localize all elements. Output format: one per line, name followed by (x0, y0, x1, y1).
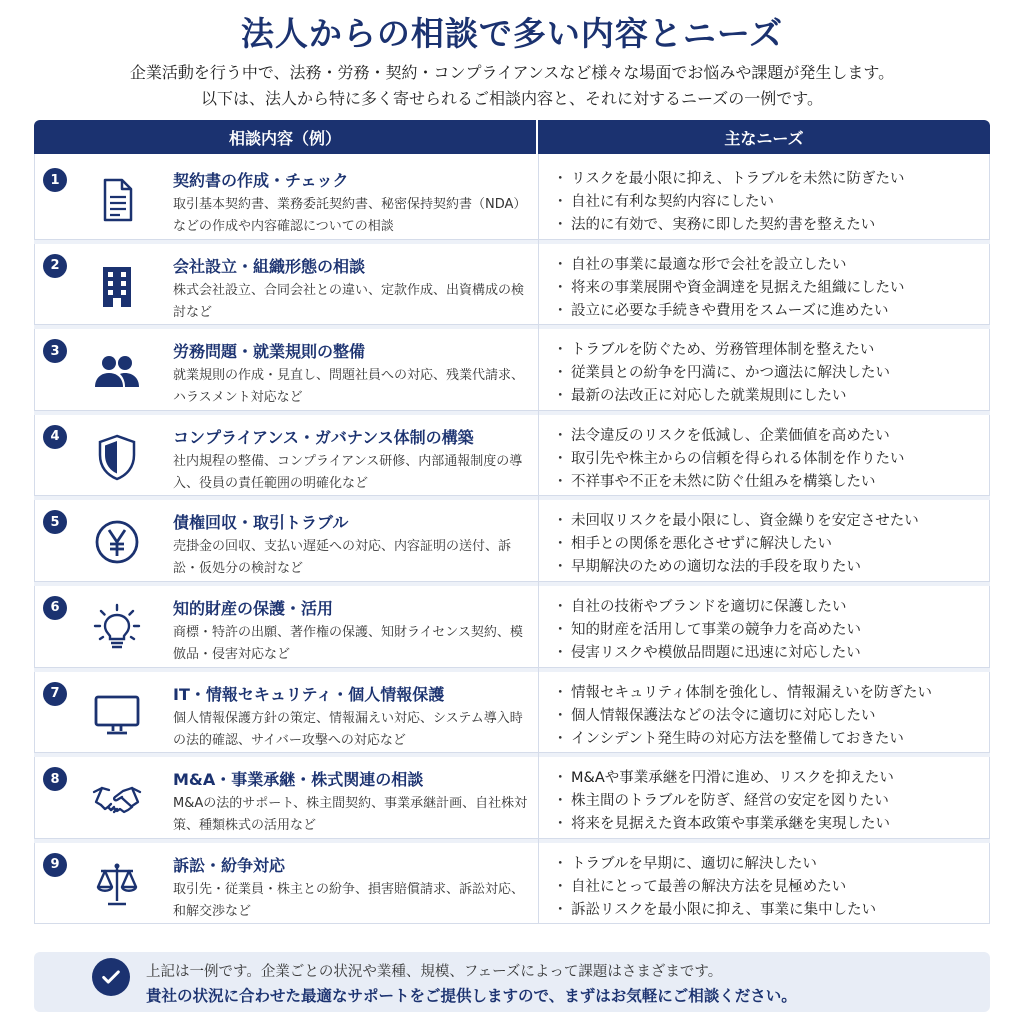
needs-cell (539, 753, 989, 838)
consultation-title: IT・情報セキュリティ・個人情報保護 (173, 684, 445, 704)
column-header-consultation: 相談内容（例） (34, 120, 538, 154)
consultation-description: 取引基本契約書、業務委託契約書、秘密保持契約書（NDA）などの作成や内容確認についての相談 (173, 197, 527, 234)
consultation-title: 知的財産の保護・活用 (173, 598, 334, 618)
consultation-cell (35, 839, 539, 924)
needs-cell (539, 411, 989, 496)
needs-cell (539, 496, 989, 581)
intro-text: 企業活動を行う中で、法務・労務・契約・コンプライアンスなど様々な場面でお悩みや課題が発生します。 (129, 63, 895, 82)
needs-list (557, 339, 989, 408)
consultation-description: 株式会社設立、合同会社との違い、定款作成、出資構成の検討など (173, 282, 525, 320)
need-item: ・ 株主間のトラブルを防ぎ、経営の安定を図りたい (557, 790, 989, 813)
consultation-cell (35, 240, 539, 325)
consultation-description: 商標・特許の出願、著作権の保護、知財ライセンス契約、模倣品・侵害対応など (173, 624, 523, 662)
need-item: ・ 未回収リスクを最小限にし、資金繰りを安定させたい (557, 510, 989, 533)
consultation-title: コンプライアンス・ガバナンス体制の構築 (173, 427, 474, 447)
handshake-icon (87, 771, 147, 827)
monitor-icon (87, 686, 147, 742)
need-item: ・ 自社の技術やブランドを適切に保護したい (557, 596, 989, 619)
consultation-title: 債権回収・取引トラブル (173, 513, 349, 533)
need-item: ・ トラブルを早期に、適切に解決したい (557, 853, 989, 876)
scales-icon (87, 857, 147, 913)
need-item: ・ 最新の法改正に対応した就業規則にしたい (557, 385, 989, 408)
row-number-badge: 2 (43, 254, 67, 278)
consultation-cell (35, 496, 539, 581)
table-row (34, 753, 990, 839)
yen-icon (87, 514, 147, 570)
needs-list (557, 168, 989, 237)
consultation-description: 取引先・従業員・株主との紛争、損害賠償請求、訴訟対応、和解交渉など (173, 881, 525, 919)
consultation-description: M&Aの法的サポート、株主間契約、事業承継計画、自社株対策、種類株式の活用など (173, 796, 528, 834)
need-item: ・ 相手との関係を悪化させずに解決したい (557, 533, 989, 556)
needs-list (557, 510, 989, 579)
needs-list (557, 767, 989, 836)
consultation-title: 労務問題・就業規則の整備 (173, 342, 366, 362)
row-number-badge: 3 (43, 339, 67, 363)
need-item: ・ 早期解決のための適切な法的手段を取りたい (557, 556, 989, 579)
consultation-cell (35, 154, 539, 239)
table-row (34, 240, 990, 326)
building-icon (87, 258, 147, 314)
lightbulb-icon (87, 600, 147, 656)
need-item: ・ 訴訟リスクを最小限に抑え、事業に集中したい (557, 899, 989, 922)
row-number-badge: 8 (43, 767, 67, 791)
consultation-cell (35, 582, 539, 667)
need-item: ・ 従業員との紛争を円満に、かつ適法に解決したい (557, 362, 989, 385)
need-item: ・ トラブルを防ぐため、労務管理体制を整えたい (557, 339, 989, 362)
table-row (34, 154, 990, 240)
need-item: ・ 自社に有利な契約内容にしたい (557, 191, 989, 214)
table-header (34, 120, 990, 154)
needs-cell (539, 839, 989, 924)
intro-text: 以下は、法人から特に多く寄せられるご相談内容と、それに対するニーズの一例です。 (201, 89, 823, 108)
need-item: ・ 知的財産を活用して事業の競争力を高めたい (557, 619, 989, 642)
footer-cta: 貴社の状況に合わせた最適なサポートをご提供しますので、まずはお気軽にご相談ください。 (146, 987, 797, 1005)
consultation-description: 社内規程の整備、コンプライアンス研修、内部通報制度の導入、役員の責任範囲の明確化など (173, 453, 523, 491)
needs-list (557, 425, 989, 494)
need-item: ・ 自社の事業に最適な形で会社を設立したい (557, 254, 989, 277)
footer-note (34, 952, 990, 1012)
need-item: ・ 不祥事や不正を未然に防ぐ仕組みを構築したい (557, 471, 989, 494)
row-number-badge: 4 (43, 425, 67, 449)
need-item: ・ 自社にとって最善の解決方法を見極めたい (557, 876, 989, 899)
needs-list (557, 682, 989, 751)
table-row (34, 411, 990, 497)
consultation-title: 会社設立・組織形態の相談 (173, 256, 366, 276)
needs-cell (539, 582, 989, 667)
need-item: ・ 将来の事業展開や資金調達を見据えた組織にしたい (557, 277, 989, 300)
need-item: ・ 取引先や株主からの信頼を得られる体制を作りたい (557, 448, 989, 471)
need-item: ・ 法令違反のリスクを低減し、企業価値を高めたい (557, 425, 989, 448)
row-number-badge: 5 (43, 510, 67, 534)
need-item: ・ インシデント発生時の対応方法を整備しておきたい (557, 728, 989, 751)
table-row (34, 668, 990, 754)
page-title: 法人からの相談で多い内容とニーズ (240, 14, 784, 53)
row-number-badge: 9 (43, 853, 67, 877)
row-number-badge: 6 (43, 596, 67, 620)
need-item: ・ 侵害リスクや模倣品問題に迅速に対応したい (557, 642, 989, 665)
consultation-cell (35, 325, 539, 410)
need-item: ・ 個人情報保護法などの法令に適切に対応したい (557, 705, 989, 728)
row-number-badge: 7 (43, 682, 67, 706)
table-row (34, 839, 990, 925)
consultation-description: 個人情報保護方針の策定、情報漏えい対応、システム導入時の法的確認、サイバー攻撃への対応など (173, 710, 523, 748)
check-circle-icon (92, 958, 130, 996)
consultation-title: 訴訟・紛争対応 (173, 855, 286, 875)
table-row (34, 496, 990, 582)
column-header-needs: 主なニーズ (724, 128, 804, 148)
consultation-cell (35, 753, 539, 838)
shield-icon (87, 429, 147, 485)
need-item: ・ 設立に必要な手続きや費用をスムーズに進めたい (557, 300, 989, 323)
footer-line: 上記は一例です。企業ごとの状況や業種、規模、フェーズによって課題はさまざまです。 (146, 964, 723, 980)
need-item: ・ 情報セキュリティ体制を強化し、情報漏えいを防ぎたい (557, 682, 989, 705)
row-number-badge: 1 (43, 168, 67, 192)
needs-cell (539, 154, 989, 239)
consultation-description: 売掛金の回収、支払い遅延への対応、内容証明の送付、訴訟・仮処分の検討など (173, 539, 512, 577)
needs-list (557, 254, 989, 323)
needs-cell (539, 668, 989, 753)
need-item: ・ リスクを最小限に抑え、トラブルを未然に防ぎたい (557, 168, 989, 191)
needs-list (557, 596, 989, 665)
need-item: ・ 法的に有効で、実務に即した契約書を整えたい (557, 214, 989, 237)
consultation-title: M&A・事業承継・株式関連の相談 (173, 770, 424, 790)
table-row (34, 582, 990, 668)
need-item: ・ 将来を見据えた資本政策や事業承継を実現したい (557, 813, 989, 836)
document-icon (87, 172, 147, 228)
people-icon (87, 343, 147, 399)
consultation-cell (35, 668, 539, 753)
table-row (34, 325, 990, 411)
needs-list (557, 853, 989, 922)
consultation-cell (35, 411, 539, 496)
need-item: ・ M&Aや事業承継を円滑に進め、リスクを抑えたい (557, 767, 989, 790)
needs-cell (539, 325, 989, 410)
consultation-title: 契約書の作成・チェック (173, 171, 349, 190)
consultation-description: 就業規則の作成・見直し、問題社員への対応、残業代請求、ハラスメント対応など (173, 368, 525, 406)
needs-cell (539, 240, 989, 325)
consultation-table (34, 120, 990, 924)
